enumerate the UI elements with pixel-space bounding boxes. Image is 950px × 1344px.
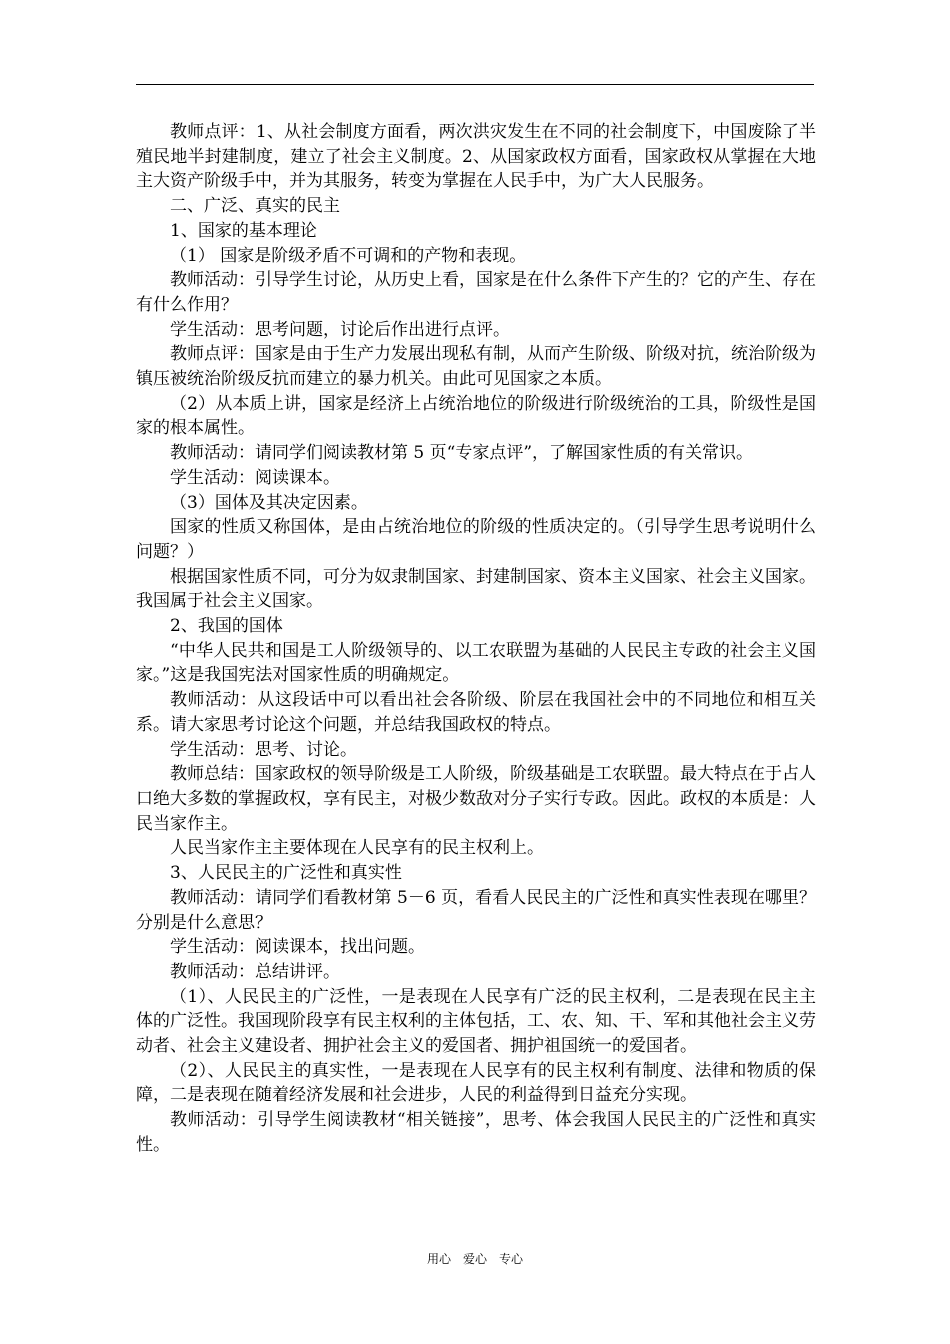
- paragraph: 教师活动：请同学们阅读教材第 5 页“专家点评”，了解国家性质的有关常识。: [170, 443, 754, 464]
- paragraph: “中华人民共和国是工人阶级领导的、以工农联盟为基础的人民民主专政的社会主义国家。”这是我国宪法对国家性质的明确规定。: [136, 640, 816, 686]
- paragraph: 二、广泛、真实的民主: [170, 196, 340, 217]
- document-body: [136, 120, 816, 1158]
- paragraph: 1、国家的基本理论: [170, 220, 317, 241]
- paragraph: 教师点评：国家是由于生产力发展出现私有制，从而产生阶级、阶级对抗，统治阶级为镇压被统治阶级反抗而建立的暴力机关。由此可见国家之本质。: [136, 344, 816, 390]
- paragraph: 人民当家作主主要体现在人民享有的民主权利上。: [170, 838, 544, 859]
- paragraph: 国家的性质又称国体，是由占统治地位的阶级的性质决定的。（引导学生思考说明什么问题？）: [136, 517, 816, 562]
- paragraph: （1）、人民民主的广泛性，一是表现在人民享有广泛的民主权利，二是表现在民主主体的广泛性。我国现阶段享有民主权利的主体包括，工、农、知、干、军和其他社会主义劳动者、社会主义建设者、拥护社会主义的爱国者、拥护祖国统一的爱国者。: [136, 986, 816, 1057]
- paragraph: 教师活动：请同学们看教材第 5－6 页，看看人民民主的广泛性和真实性表现在哪里？分别是什么意思？: [136, 887, 816, 933]
- header-rule: [136, 84, 814, 85]
- paragraph: 教师活动：从这段话中可以看出社会各阶级、阶层在我国社会中的不同地位和相互关系。请大家思考讨论这个问题，并总结我国政权的特点。: [136, 690, 816, 735]
- page-footer: 用心 爱心 专心: [426, 1252, 523, 1266]
- paragraph: 学生活动：思考问题，讨论后作出进行点评。: [170, 319, 510, 340]
- paragraph: 学生活动：阅读课本，找出问题。: [170, 937, 425, 958]
- paragraph: （2）、人民民主的真实性，一是表现在人民享有的民主权利有制度、法律和物质的保障，二是表现在随着经济发展和社会进步，人民的利益得到日益充分实现。: [136, 1060, 816, 1106]
- paragraph: （2）从本质上讲，国家是经济上占统治地位的阶级进行阶级统治的工具，阶级性是国家的根本属性。: [136, 393, 816, 439]
- paragraph: 根据国家性质不同，可分为奴隶制国家、封建制国家、资本主义国家、社会主义国家。我国属于社会主义国家。: [136, 566, 816, 612]
- paragraph: 学生活动：思考、讨论。: [170, 739, 357, 760]
- paragraph: （1） 国家是阶级矛盾不可调和的产物和表现。: [170, 245, 527, 266]
- paragraph: （3）国体及其决定因素。: [170, 492, 368, 513]
- paragraph: 学生活动：阅读课本。: [170, 467, 340, 488]
- paragraph: 3、人民民主的广泛性和真实性: [170, 863, 402, 884]
- paragraph: 2、我国的国体: [170, 616, 283, 637]
- paragraph: 教师活动：总结讲评。: [170, 961, 340, 982]
- paragraph: 教师活动：引导学生讨论，从历史上看，国家是在什么条件下产生的？它的产生、存在有什么作用？: [136, 270, 816, 315]
- paragraph: 教师总结：国家政权的领导阶级是工人阶级，阶级基础是工农联盟。最大特点在于占人口绝大多数的掌握政权，享有民主，对极少数敌对分子实行专政。因此。政权的本质是：人民当家作主。: [136, 764, 816, 834]
- paragraph: 教师点评：1、从社会制度方面看，两次洪灾发生在不同的社会制度下，中国废除了半殖民地半封建制度，建立了社会主义制度。2、从国家政权方面看，国家政权从掌握在大地主大资产阶级手中，并为其服务，转变为掌握在人民手中，为广大人民服务。: [136, 122, 816, 192]
- paragraph: 教师活动：引导学生阅读教材“相关链接”，思考、体会我国人民民主的广泛性和真实性。: [136, 1110, 816, 1155]
